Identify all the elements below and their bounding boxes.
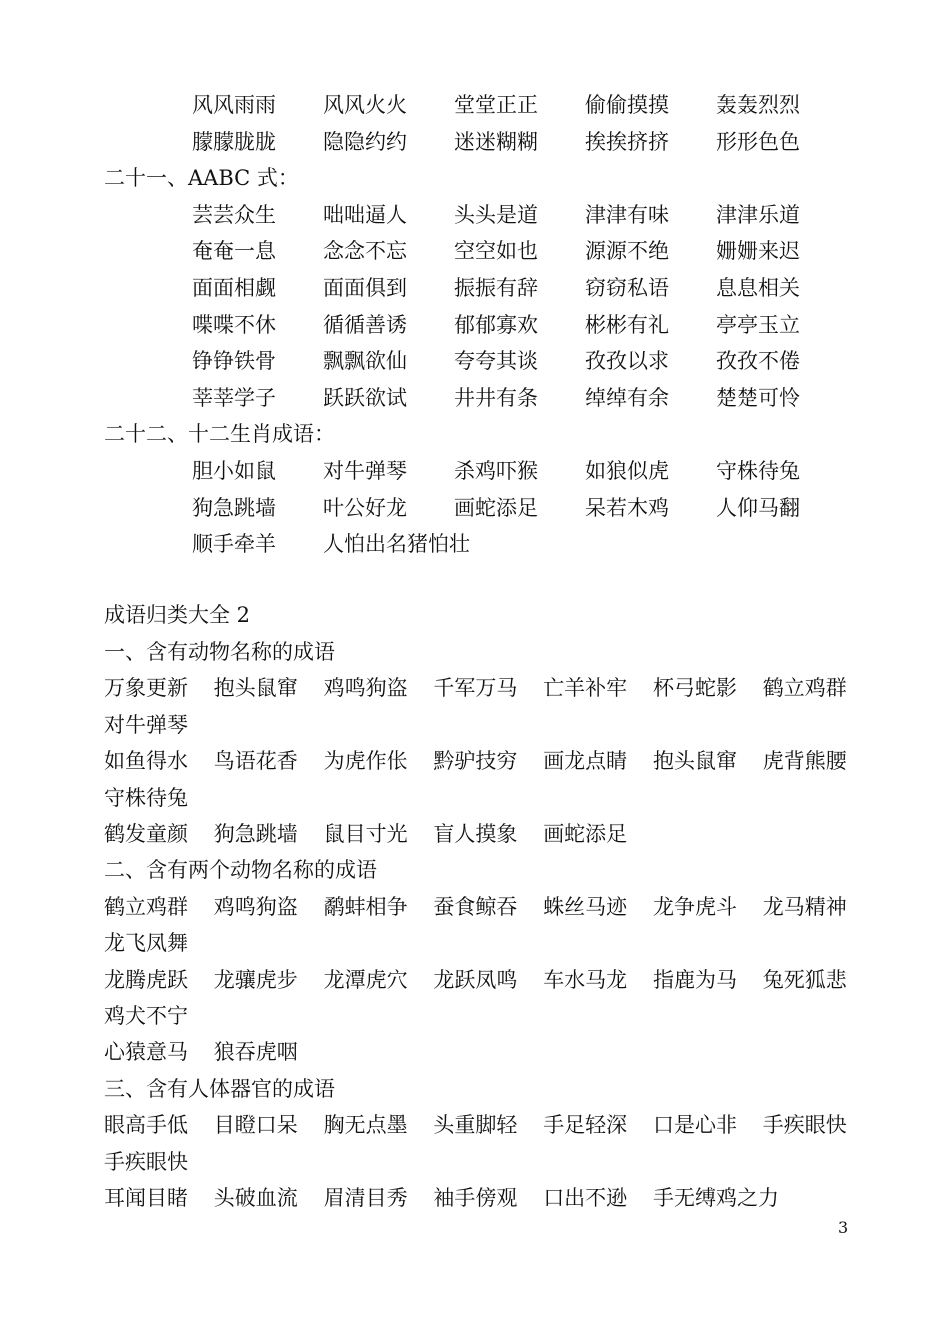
idiom-item: 守株待兔 [104,785,188,810]
idiom-row [0,197,950,233]
idiom-item: 鹤立鸡群 [104,894,188,919]
idiom-row [0,343,950,379]
idiom-item: 抱头鼠窜 [213,676,298,701]
idiom-item: 铮铮铁骨 [192,349,276,374]
idiom-item: 口出不逊 [543,1186,628,1210]
idiom-item: 振振有辞 [454,276,538,300]
idiom-item: 形形色色 [716,129,800,154]
idiom-item: 喋喋不休 [192,312,276,337]
idiom-item: 芸芸众生 [192,202,276,227]
idiom-item: 蛛丝马迹 [543,894,628,919]
idiom-item: 蚕食鲸吞 [433,894,518,919]
idiom-row [0,124,950,160]
idiom-item: 郁郁寡欢 [454,312,538,337]
idiom-item: 挨挨挤挤 [585,129,669,154]
idiom-item: 隐隐约约 [323,129,407,154]
idiom-row [0,816,950,852]
idiom-item: 面面相觑 [192,276,276,300]
idiom-item: 杯弓蛇影 [653,676,737,701]
idiom-row [0,453,950,489]
idiom-row [0,670,950,706]
idiom-item: 叶公好龙 [323,495,407,520]
idiom-item: 风风火火 [323,93,407,117]
idiom-row [0,743,950,779]
idiom-item: 手疾眼快 [762,1113,847,1138]
idiom-item: 风风雨雨 [192,93,276,117]
idiom-item: 眼高手低 [104,1113,188,1138]
idiom-item: 车水马龙 [543,967,628,992]
idiom-item: 迷迷糊糊 [454,129,538,154]
idiom-item: 咄咄逼人 [323,202,407,227]
idiom-item: 绰绰有余 [585,385,669,410]
page-number: 3 [838,1218,849,1237]
idiom-item: 呆若木鸡 [585,495,669,520]
idiom-row [0,780,950,816]
category-heading-text: 二、含有两个动物名称的成语 [104,858,377,883]
idiom-item: 龙跃凤鸣 [433,967,518,992]
idiom-row [0,270,950,306]
idiom-item: 黔驴技穷 [433,749,518,774]
idiom-row [0,490,950,526]
idiom-row [0,962,950,998]
idiom-item: 念念不忘 [323,239,407,264]
idiom-item: 龙腾虎跃 [104,967,188,992]
idiom-item: 循循善诱 [323,312,407,337]
idiom-row [0,307,950,343]
idiom-item: 为虎作伥 [323,749,408,774]
idiom-item: 头破血流 [213,1186,298,1210]
category-heading [0,852,950,888]
idiom-item: 姗姗来迟 [716,239,800,264]
idiom-item: 万象更新 [104,676,188,701]
idiom-item: 顺手牵羊 [192,532,276,557]
idiom-item: 袖手傍观 [433,1186,518,1210]
idiom-item: 龙争虎斗 [653,894,737,919]
idiom-item: 鹬蚌相争 [323,894,408,919]
idiom-item: 如鱼得水 [104,749,188,774]
idiom-item: 鹤立鸡群 [762,676,847,701]
idiom-item: 手足轻深 [543,1113,628,1138]
idiom-item: 手无缚鸡之力 [653,1186,779,1210]
category-heading [0,1071,950,1107]
idiom-item: 津津有味 [585,202,669,227]
idiom-item: 狗急跳墙 [192,495,276,520]
idiom-item: 息息相关 [716,276,800,300]
idiom-item: 千军万马 [433,676,518,701]
category-heading-text: 二十二、十二生肖成语： [104,422,335,447]
category-heading [0,160,950,196]
idiom-row [0,998,950,1034]
idiom-item: 鸟语花香 [213,749,298,774]
idiom-item: 狗急跳墙 [213,822,298,846]
idiom-item: 彬彬有礼 [585,312,669,337]
idiom-row [0,707,950,743]
idiom-item: 龙马精神 [762,894,847,919]
idiom-item: 目瞪口呆 [213,1113,298,1138]
idiom-item: 龙飞凤舞 [104,931,188,956]
idiom-item: 杀鸡吓猴 [454,459,538,483]
idiom-item: 龙潭虎穴 [323,967,408,992]
idiom-item: 鸡犬不宁 [104,1004,188,1028]
idiom-item: 抱头鼠窜 [653,749,737,774]
idiom-row [0,1034,950,1070]
idiom-item: 飘飘欲仙 [323,349,407,374]
idiom-item: 楚楚可怜 [716,385,800,410]
idiom-item: 胆小如鼠 [192,459,276,483]
idiom-item: 堂堂正正 [454,93,538,117]
section-2-title: 成语归类大全 2 [104,603,251,627]
idiom-item: 画蛇添足 [454,495,538,520]
idiom-row [0,233,950,269]
idiom-item: 莘莘学子 [192,385,276,410]
idiom-item: 虎背熊腰 [762,749,847,774]
idiom-item: 夸夸其谈 [454,349,538,374]
idiom-item: 头头是道 [454,202,538,227]
idiom-item: 空空如也 [454,239,538,264]
idiom-item: 鸡鸣狗盗 [213,894,298,919]
idiom-item: 鹤发童颜 [104,822,188,846]
idiom-row [0,1107,950,1143]
category-heading [0,416,950,452]
idiom-item: 胸无点墨 [323,1113,408,1138]
idiom-item: 耳闻目睹 [104,1186,188,1210]
idiom-item: 眉清目秀 [323,1186,408,1210]
category-heading-text: 一、含有动物名称的成语 [104,640,335,664]
idiom-item: 指鹿为马 [653,967,737,992]
idiom-item: 孜孜以求 [585,349,669,374]
idiom-item: 奄奄一息 [192,239,276,264]
idiom-item: 窃窃私语 [585,276,669,300]
idiom-item: 孜孜不倦 [716,349,800,374]
idiom-row [0,87,950,123]
idiom-row [0,1180,950,1216]
idiom-row [0,1144,950,1180]
idiom-item: 人仰马翻 [716,495,800,520]
idiom-item: 面面俱到 [323,276,407,300]
idiom-item: 守株待兔 [716,459,800,483]
idiom-item: 如狼似虎 [585,459,669,483]
idiom-item: 狼吞虎咽 [213,1040,298,1065]
idiom-item: 兔死狐悲 [762,967,847,992]
category-heading-text: 二十一、AABC 式： [104,166,299,191]
idiom-item: 口是心非 [653,1113,737,1138]
idiom-item: 头重脚轻 [433,1113,518,1138]
idiom-item: 井井有条 [454,385,538,410]
idiom-item: 朦朦胧胧 [192,129,276,154]
idiom-item: 津津乐道 [716,202,800,227]
idiom-row [0,526,950,562]
idiom-item: 轰轰烈烈 [716,93,800,117]
idiom-item: 手疾眼快 [104,1149,188,1174]
idiom-item: 跃跃欲试 [323,385,407,410]
category-heading-text: 三、含有人体器官的成语 [104,1076,335,1101]
idiom-item: 源源不绝 [585,239,669,264]
idiom-item: 鼠目寸光 [323,822,408,846]
idiom-row [0,889,950,925]
idiom-item: 亭亭玉立 [716,312,800,337]
idiom-item: 偷偷摸摸 [585,93,669,117]
idiom-row [0,925,950,961]
idiom-item: 鸡鸣狗盗 [323,676,408,701]
idiom-item: 龙骧虎步 [213,967,298,992]
idiom-item: 亡羊补牢 [543,676,628,701]
idiom-row [0,380,950,416]
category-heading [0,634,950,670]
idiom-item: 盲人摸象 [433,822,518,846]
idiom-item: 画蛇添足 [543,822,628,846]
idiom-item: 画龙点睛 [543,749,628,774]
idiom-item: 对牛弹琴 [104,712,188,737]
idiom-item: 心猿意马 [104,1040,188,1065]
idiom-item: 人怕出名猪怕壮 [323,532,470,557]
idiom-item: 对牛弹琴 [323,459,407,483]
